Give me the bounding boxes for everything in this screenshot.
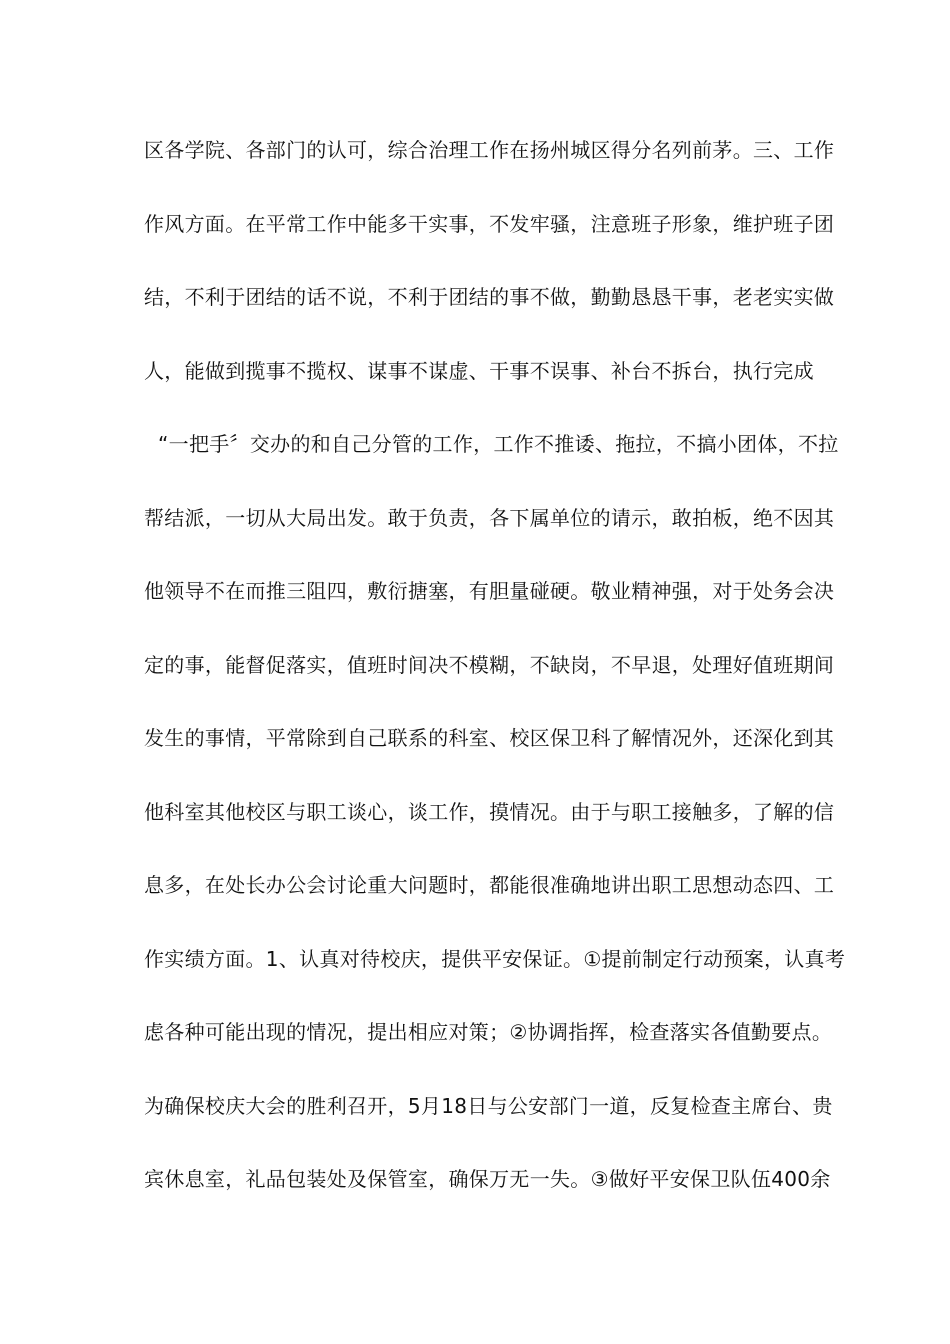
body-text bbox=[144, 130, 846, 1233]
text-line: 他科室其他校区与职工谈心，谈工作，摸情况。由于与职工接触多，了解的信 bbox=[144, 799, 835, 824]
text-line: 他领导不在而推三阻四，敷衍搪塞，有胆量碰硬。敬业精神强，对于处务会决 bbox=[144, 579, 835, 603]
text-line: 为确保校庆大会的胜利召开，5月18日与公安部门一道，反复检查主席台、贵 bbox=[144, 1093, 833, 1118]
text-line: 作实绩方面。1、认真对待校庆，提供平安保证。①提前制定行动预案，认真考 bbox=[144, 946, 846, 971]
text-line: 发生的事情，平常除到自己联系的科室、校区保卫科了解情况外，还深化到其 bbox=[144, 726, 835, 750]
text-line: 定的事，能督促落实，值班时间决不模糊，不缺岗，不早退，处理好值班期间 bbox=[144, 652, 835, 677]
text-line: “一把手〞交办的和自己分管的工作，工作不推诿、拖拉，不搞小团体，不拉 bbox=[158, 432, 839, 456]
text-line: 宾休息室，礼品包装处及保管室，确保万无一失。③做好平安保卫队伍400余 bbox=[144, 1167, 831, 1191]
text-line: 息多，在处长办公会讨论重大问题时，都能很准确地讲出职工思想动态四、工 bbox=[144, 873, 835, 897]
text-line: 结，不利于团结的话不说，不利于团结的事不做，勤勤恳恳干事，老老实实做 bbox=[144, 285, 835, 309]
text-line: 区各学院、各部门的认可，综合治理工作在扬州城区得分名列前茅。三、工作 bbox=[144, 138, 835, 162]
text-line: 帮结派，一切从大局出发。敢于负责，各下属单位的请示，敢拍板，绝不因其 bbox=[144, 505, 835, 530]
text-line: 人，能做到揽事不揽权、谋事不谋虚、干事不误事、补台不拆台，执行完成 bbox=[144, 358, 814, 383]
text-line: 虑各种可能出现的情况，提出相应对策；②协调指挥，检查落实各值勤要点。 bbox=[144, 1020, 833, 1044]
text-line: 作风方面。在平常工作中能多干实事，不发牢骚，注意班子形象，维护班子团 bbox=[144, 211, 835, 236]
